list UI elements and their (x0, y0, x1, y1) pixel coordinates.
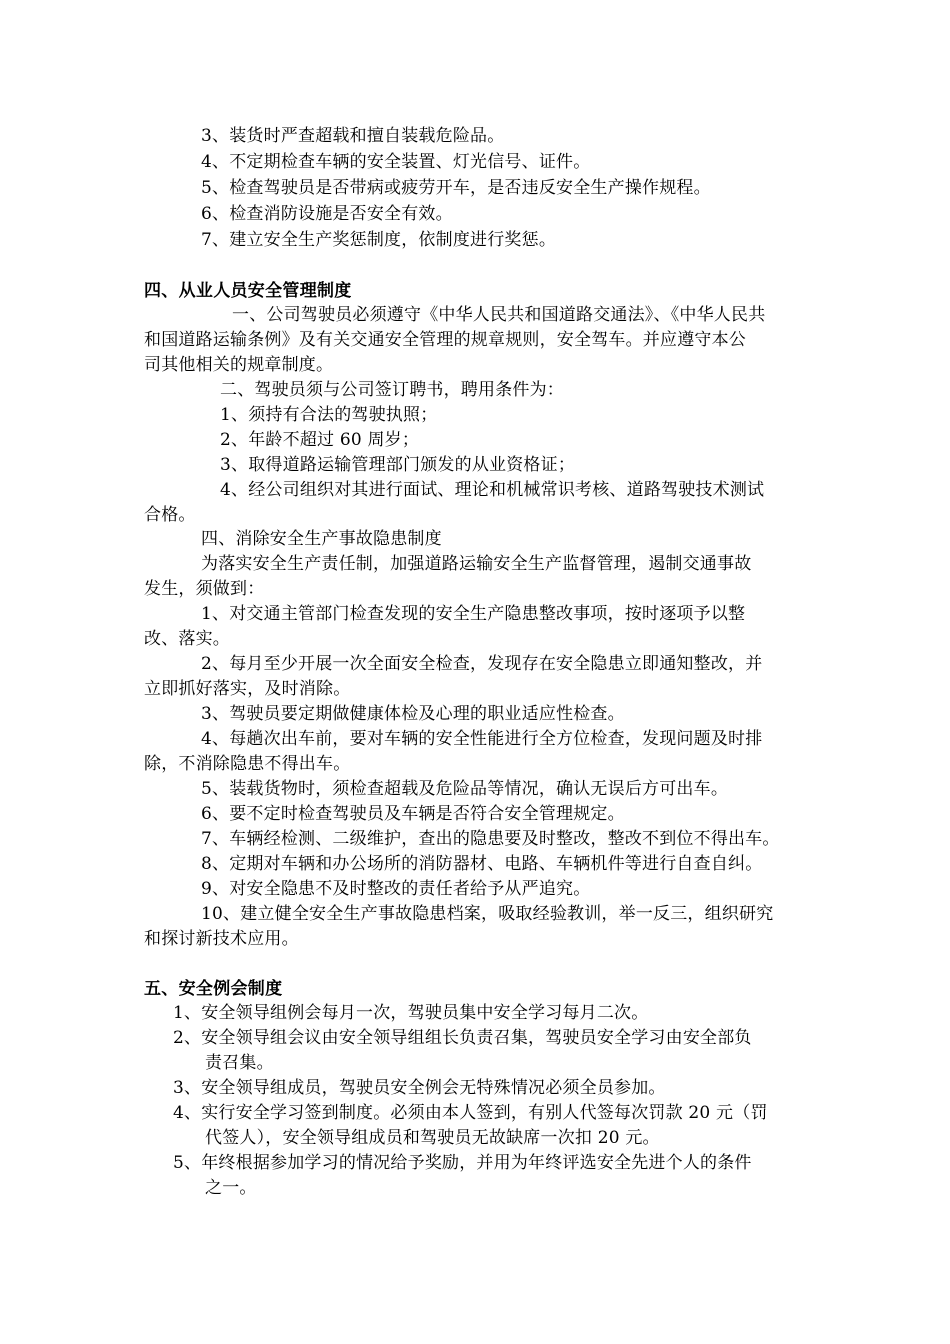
hazard-rule-6: 6、要不定时检查驾驶员及车辆是否符合安全管理规定。 (201, 804, 625, 824)
hazard-subheading: 四、消除安全生产事故隐患制度 (201, 529, 442, 549)
section-4-para1-line1: 一、公司驾驶员必须遵守《中华人民共和国道路交通法》、《中华人民共 (232, 305, 766, 325)
hazard-rule-2: 2、每月至少开展一次全面安全检查，发现存在安全隐患立即通知整改，并 (201, 654, 763, 674)
meeting-item-5-cont: 之一。 (205, 1178, 257, 1198)
hazard-rule-2-cont: 立即抓好落实，及时消除。 (144, 679, 351, 699)
hazard-rule-1: 1、对交通主管部门检查发现的安全生产隐患整改事项，按时逐项予以整 (201, 604, 746, 624)
section-4-para1-line3: 司其他相关的规章制度。 (144, 355, 334, 375)
meeting-item-2: 2、安全领导组会议由安全领导组组长负责召集，驾驶员安全学习由安全部负 (173, 1028, 752, 1048)
section-5-heading: 五、安全例会制度 (144, 979, 283, 999)
inspection-item-4: 4、不定期检查车辆的安全装置、灯光信号、证件。 (201, 152, 591, 172)
meeting-item-2-cont: 责召集。 (205, 1053, 274, 1073)
hiring-condition-3: 3、取得道路运输管理部门颁发的从业资格证； (220, 455, 576, 475)
hazard-rule-8: 8、定期对车辆和办公场所的消防器材、电路、车辆机件等进行自查自纠。 (201, 854, 763, 874)
meeting-item-4-cont: 代签人），安全领导组成员和驾驶员无故缺席一次扣 20 元。 (205, 1128, 660, 1148)
hazard-rule-4: 4、每趟次出车前，要对车辆的安全性能进行全方位检查，发现问题及时排 (201, 729, 763, 749)
hazard-rule-1-cont: 改、落实。 (144, 629, 230, 649)
hiring-condition-4: 4、经公司组织对其进行面试、理论和机械常识考核、道路驾驶技术测试 (220, 480, 765, 500)
section-4-heading: 四、从业人员安全管理制度 (144, 281, 352, 301)
hiring-condition-4-cont: 合格。 (144, 505, 196, 525)
hazard-rule-10-cont: 和探讨新技术应用。 (144, 929, 299, 949)
hiring-condition-1: 1、须持有合法的驾驶执照； (220, 405, 438, 425)
inspection-item-3: 3、装货时严查超载和擅自装载危险品。 (201, 126, 505, 146)
hazard-rule-10: 10、建立健全安全生产事故隐患档案，吸取经验教训，举一反三，组织研究 (201, 904, 774, 924)
section-4-para1-line2: 和国道路运输条例》及有关交通安全管理的规章规则，安全驾车。并应遵守本公 (144, 330, 746, 350)
meeting-item-1: 1、安全领导组例会每月一次，驾驶员集中安全学习每月二次。 (173, 1003, 649, 1023)
hazard-intro-line2: 发生，须做到： (144, 579, 265, 599)
hiring-intro: 二、驾驶员须与公司签订聘书，聘用条件为： (220, 380, 564, 400)
hiring-condition-2: 2、年龄不超过 60 周岁； (220, 430, 420, 450)
meeting-item-3: 3、安全领导组成员，驾驶员安全例会无特殊情况必须全员参加。 (173, 1078, 666, 1098)
hazard-rule-4-cont: 除，不消除隐患不得出车。 (144, 754, 351, 774)
inspection-item-7: 7、建立安全生产奖惩制度，依制度进行奖惩。 (201, 230, 557, 250)
inspection-item-5: 5、检查驾驶员是否带病或疲劳开车，是否违反安全生产操作规程。 (201, 178, 711, 198)
hazard-intro-line1: 为落实安全生产责任制，加强道路运输安全生产监督管理，遏制交通事故 (201, 554, 752, 574)
meeting-item-4: 4、实行安全学习签到制度。必须由本人签到，有别人代签每次罚款 20 元（罚 (173, 1103, 768, 1123)
hazard-rule-9: 9、对安全隐患不及时整改的责任者给予从严追究。 (201, 879, 591, 899)
hazard-rule-3: 3、驾驶员要定期做健康体检及心理的职业适应性检查。 (201, 704, 625, 724)
hazard-rule-7: 7、车辆经检测、二级维护，查出的隐患要及时整改，整改不到位不得出车。 (201, 829, 780, 849)
inspection-item-6: 6、检查消防设施是否安全有效。 (201, 204, 453, 224)
hazard-rule-5: 5、装载货物时，须检查超载及危险品等情况，确认无误后方可出车。 (201, 779, 729, 799)
meeting-item-5: 5、年终根据参加学习的情况给予奖励，并用为年终评选安全先进个人的条件 (173, 1153, 752, 1173)
